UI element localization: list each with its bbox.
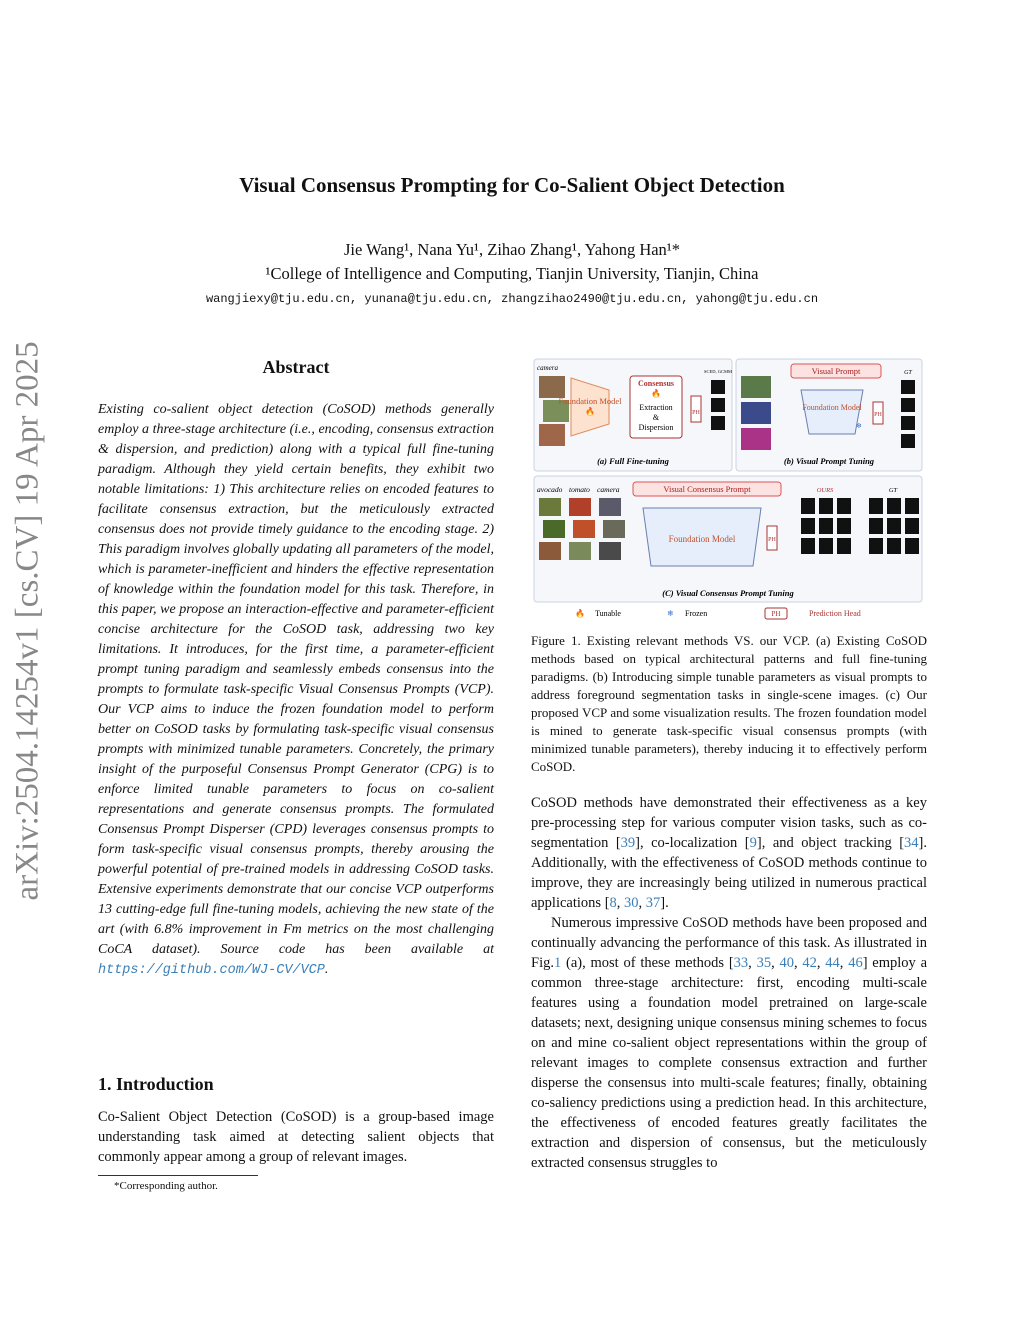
ph-label-a: PH	[692, 410, 700, 416]
author-block	[0, 238, 1024, 286]
label-avocado: avocado	[537, 485, 563, 494]
visual-prompt-label: Visual Prompt	[811, 366, 861, 376]
citation-link[interactable]: 35	[756, 955, 772, 971]
panel-b-caption: (b) Visual Prompt Tuning	[783, 456, 875, 466]
abstract-text: Existing co-salient object detection (CoSOD) methods generally employ a three-stage architecture (i.e., encoding, consensus extraction & dispersion, and prediction) along with a typical full fine-tuning paradigm. Although they yield certain benefits, they exhibit two notable limitations: 1) This architecture relies on encoded features to facilitate consensus extraction, but the meticulously extracted consensus does not provide timely guidance to the encoding stage. 2) This paradigm involves globally updating all parameters of the model, which is parameter-inefficient and hinders the effective representation of knowledge within the foundation model for this task. Therefore, in this paper, we propose an interaction-effective and parameter-efficient concise architecture for the CoSOD task, addressing two key limitations. It introduces, for the first time, a parameter-efficient prompt tuning paradigm and seamlessly embeds consensus into the prompts to formulate task-specific Visual Consensus Prompts (VCP). Our VCP aims to induce the frozen foundation model to perform better on CoSOD tasks by formulating task-specific visual consensus prompts with minimized tunable parameters. Concretely, the primary insight of the purposeful Consensus Prompt Generator (CPG) is to enforce limited tunable parameters to focus on co-salient representations and generate consensus prompts. The formulated Consensus Prompt Disperser (CPD) leverages consensus prompts to form task-specific visual consensus prompts, thereby arousing the powerful potential of pre-trained models in addressing CoSOD tasks. Extensive experiments demonstrate that our concise VCP outperforms 13 cutting-edge full fine-tuning models, achieving the new state of the art (with 6.8% improvement in Fm metrics on the most challenging CoCA dataset). Source code has been available at	[98, 402, 494, 957]
fm-label-c: Foundation Model	[668, 534, 736, 544]
image-stack-a	[539, 376, 565, 398]
panel-c-caption: (C) Visual Consensus Prompt Tuning	[662, 588, 794, 598]
text-run: ]. Additionally, with the effectiveness of CoSOD methods continue to improve, they are increasingly being utilized in numerous practical applications [	[531, 835, 928, 911]
flame-icon: 🔥	[575, 609, 585, 618]
text-run: ,	[793, 955, 803, 971]
snowflake-icon: ❄	[856, 422, 862, 430]
footnote: *Corresponding author.	[114, 1180, 218, 1192]
section-heading: 1. Introduction	[98, 1074, 214, 1094]
text-run: ,	[616, 895, 625, 911]
abstract-heading: Abstract	[262, 357, 330, 377]
ours-label: OURS	[816, 487, 834, 494]
ph-label-b: PH	[874, 412, 882, 418]
paragraph	[531, 913, 927, 1173]
flame-icon: 🔥	[651, 389, 661, 398]
citation-link[interactable]: 42	[802, 955, 817, 971]
figure-caption: Figure 1. Existing relevant methods VS. our VCP. (a) Existing CoSOD methods based on typical architectural patterns and full fine-tuning paradigms. (b) Introducing simple tunable parameters as visual prompts to address foreground segmentation tasks in single-scene images. (c) Our proposed VCP and some visualization results. The frozen foundation model is mined to generate task-specific visual consensus prompts (with minimized tunable parameters), thereby inducing it to effectively perform CoSOD.	[531, 633, 927, 774]
text-run: CoSOD methods have demonstrated their effectiveness as a key pre-processing step for various computer vision tasks, such as co-segmentation [	[531, 795, 927, 851]
arxiv-sidebar: arXiv:2504.14254v1 [cs.CV] 19 Apr 2025	[9, 341, 46, 901]
foundation-model-b	[801, 390, 863, 434]
dispersion-label: Dispersion	[638, 423, 674, 432]
fm-label-a: Foundation Model	[558, 396, 622, 406]
text-run: ,	[771, 955, 780, 971]
figure-link[interactable]: 1	[553, 955, 562, 971]
text-run: ,	[638, 895, 646, 911]
gt-label-b: GT	[904, 370, 912, 376]
text-run: ].	[660, 895, 669, 911]
citation-link[interactable]: 40	[779, 955, 794, 971]
snowflake-icon: ❄	[667, 609, 674, 618]
citation-link[interactable]: 33	[733, 955, 749, 971]
citation-link[interactable]: 8	[609, 895, 617, 911]
flame-icon: 🔥	[585, 407, 595, 416]
authors-line: Jie Wang¹, Nana Yu¹, Zihao Zhang¹, Yahong Han¹*	[343, 240, 681, 259]
text-run: ,	[816, 955, 826, 971]
paragraph	[531, 793, 927, 913]
consensus-label: Consensus	[637, 379, 675, 388]
text-run: ,	[748, 955, 757, 971]
extraction-label: Extraction	[639, 403, 673, 412]
affiliation: ¹College of Intelligence and Computing, Tianjin University, Tianjin, China	[265, 264, 759, 283]
author-emails: wangjiexy@tju.edu.cn, yunana@tju.edu.cn, zhangzihao2490@tju.edu.cn, yahong@tju.edu.cn	[205, 292, 819, 306]
citation-link[interactable]: 9	[749, 835, 757, 851]
paper-title: Visual Consensus Prompting for Co-Salient Object Detection	[239, 173, 785, 197]
text-run: (a), most of these methods [	[561, 955, 734, 971]
models-tag: SCED, GCMM	[703, 369, 733, 374]
footnote-rule	[98, 1175, 258, 1176]
text-run: Numerous impressive CoSOD methods have been proposed and continually advancing the performance of this task. As illustrated in Fig.	[531, 915, 927, 971]
label-camera-c: camera	[597, 485, 620, 494]
legend-ph: PH	[771, 610, 781, 618]
text-run: ], co-localization [	[635, 835, 750, 851]
gt-label-c: GT	[888, 487, 898, 494]
text-run: ] employ a common three-stage architecture: first, encoding multi-scale features using a foundation model pretrained on large-scale datasets; next, designing unique consensus mining schemes to focus on and mine co-salient object representations within the group of relevant images to complete consensus extraction and further disperse the consensus into multi-scale features; finally, obtaining co-saliency predictions using a prediction head. In this architecture, the effectiveness of encoded features greatly facilitates the extraction and dispersion of consensus, but the meticulously extracted consensus struggles to	[531, 955, 928, 1171]
abstract-body	[98, 400, 494, 981]
label-camera-a: camera	[537, 364, 558, 372]
citation-link[interactable]: 30	[624, 895, 639, 911]
citation-link[interactable]: 46	[848, 955, 863, 971]
legend-tunable: Tunable	[595, 609, 621, 618]
abstract-end: .	[324, 962, 329, 977]
right-column	[531, 793, 927, 1173]
text-run: ], and object tracking [	[756, 835, 905, 851]
legend-head: Prediction Head	[809, 609, 861, 618]
code-link[interactable]: https://github.com/WJ-CV/VCP	[98, 963, 325, 978]
citation-link[interactable]: 39	[620, 835, 636, 851]
legend-frozen: Frozen	[685, 609, 708, 618]
citation-link[interactable]: 44	[825, 955, 840, 971]
label-tomato: tomato	[569, 485, 590, 494]
fm-label-b: Foundation Model	[802, 403, 862, 412]
vcp-label: Visual Consensus Prompt	[663, 484, 751, 494]
panel-a-caption: (a) Full Fine-tuning	[597, 456, 669, 466]
intro-paragraph: Co-Salient Object Detection (CoSOD) is a group-based image understanding task aimed at detecting salient objects that commonly appear among a group of relevant images.	[98, 1109, 494, 1165]
amp-label: &	[652, 413, 660, 422]
ph-box-a	[691, 396, 701, 422]
citation-link[interactable]: 34	[904, 835, 919, 851]
citation-link[interactable]: 37	[645, 895, 661, 911]
figure-1	[533, 358, 923, 622]
ph-label-c: PH	[768, 537, 776, 543]
text-run: ,	[839, 955, 849, 971]
